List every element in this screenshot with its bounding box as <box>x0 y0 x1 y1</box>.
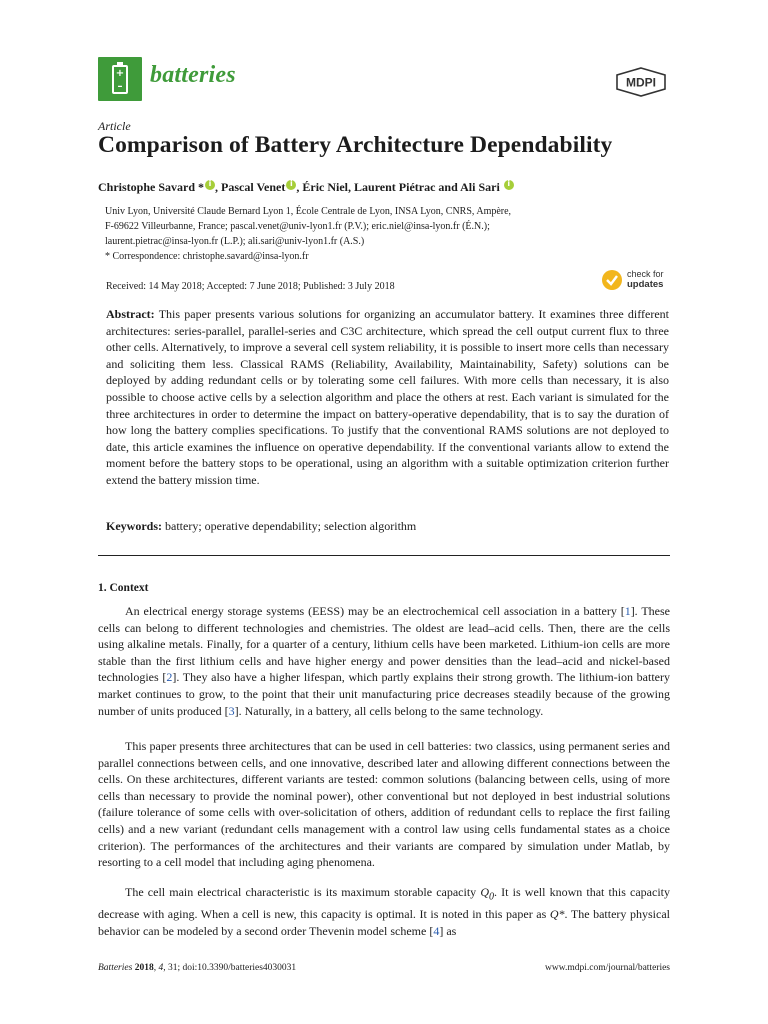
keywords-label: Keywords: <box>106 519 162 533</box>
article-type: Article <box>98 119 131 133</box>
affiliations <box>105 204 511 264</box>
orcid-icon[interactable] <box>286 180 296 190</box>
author-list <box>98 180 514 195</box>
abstract <box>106 306 669 489</box>
author-others[interactable]: , Éric Niel, Laurent Piétrac and Ali Sari <box>296 180 500 194</box>
affiliation-line[interactable]: laurent.pietrac@insa-lyon.fr (L.P.); ali.sari@univ-lyon1.fr (A.S.) <box>105 236 365 247</box>
body-paragraph: The cell main electrical characteristic is its maximum storable capacity $Q_0$. It is well known that this capacity decrease with aging. When a cell is new, this capacity is optimal. It is noted in this paper as Q*. The battery physical behavior can be modeled by a second order Thevenin model scheme [4] as <box>98 885 670 938</box>
divider <box>98 555 670 556</box>
author-venet[interactable]: , Pascal Venet <box>215 180 286 194</box>
mdpi-logo-icon[interactable] <box>614 67 668 97</box>
keywords-text: battery; operative dependability; selection algorithm <box>165 519 417 533</box>
affiliation-line: Univ Lyon, Université Claude Bernard Lyon 1, École Centrale de Lyon, INSA Lyon, CNRS, Ampère, <box>105 206 512 217</box>
footer-journal-url[interactable]: www.mdpi.com/journal/batteries <box>545 963 670 973</box>
article-title: Comparison of Battery Architecture Dependability <box>98 132 613 158</box>
check-for-updates-label: check for updates <box>627 269 664 290</box>
battery-logo-icon[interactable]: + – <box>98 57 142 101</box>
citation-link[interactable]: 1 <box>624 604 631 618</box>
checkmark-icon <box>602 270 622 290</box>
abstract-text: This paper presents various solutions for organizing an accumulator battery. It examines three different architectures: series-parallel, parallel-series and C3C architecture, which spread the cell output current flux to three other cells. Alternatively, to improve a several cell system reliability, it is possible to insert more cells than necessary and soliciting them less. Classical RAMS (Reliability, Availability, Maintainability, Safety) solutions can be deployed by adding redundant cells or by tolerating some cell failures. With more cells than necessary, it is also possible to choose active cells by a selection algorithm and place the others at rest. Each variant is simulated for the three architectures in order to determine the impact on battery-operative dependability, that is to say the duration of how long the battery complies specifications. To justify that the conventional RAMS solutions are not deployed to date, this article examines the influence on operative dependability. If the conventional variants allow to extend the moment before the battery stops to be operational, using an algorithm with a suitable optimization criterion further extend the battery mission time. <box>106 307 669 487</box>
keywords <box>106 518 669 535</box>
publication-dates: Received: 14 May 2018; Accepted: 7 June 2018; Published: 3 July 2018 <box>106 281 395 292</box>
orcid-icon[interactable] <box>205 180 215 190</box>
author-savard[interactable]: Christophe Savard * <box>98 180 205 194</box>
correspondence-line[interactable]: * Correspondence: christophe.savard@insa-lyon.fr <box>105 251 309 262</box>
citation-link[interactable]: 2 <box>166 670 173 685</box>
body-paragraph: This paper presents three architectures that can be used in cell batteries: two classics, using permanent series and parallel connections between cells, and one innovative, described later and allowing different connections between the cells. On these architectures, different variants are tested: common solutions (balancing between cells, using of more cells than necessary to provide the nominal power), other conventional but not deployed in best industrial solutions (failure tolerance of some cells with over-solicitation of others, addition of redundant cells to replace the first failing cells) and a new variant (redundant cells management with a control law using cells fundamental states as a choice criterion). The performances of the architectures and their variants are compared by simulation under Matlab, by resorting to a cell model that including aging phenomena. <box>98 739 670 870</box>
journal-name[interactable]: batteries <box>150 62 236 88</box>
abstract-label: Abstract: <box>106 307 155 321</box>
footer-citation: Batteries 2018, 4, 31; doi:10.3390/batteries4030031 <box>98 963 297 973</box>
section-heading: 1. Context <box>98 582 149 594</box>
svg-text:MDPI: MDPI <box>626 75 656 90</box>
body-paragraph: An electrical energy storage systems (EESS) may be an electrochemical cell association in a battery [1]. These cells can belong to different technologies and chemistries. The oldest are lead–acid cells. Then, there are the cells using alkaline metals. Finally, for a quarter of a century, lithium cells have been marketed. Lithium-ion cells are more stable than the first lithium cells and have higher energy and power densities than the lead–acid and nickel-based technologies [2]. They also have a higher lifespan, which partly explains their strong growth. The lithium-ion battery market continues to grow, to the point that their unit manufacturing price decreases steadily because of the growing number of units produced [3]. Naturally, in a battery, all cells belong to the same technology. <box>98 604 670 718</box>
orcid-icon[interactable] <box>504 180 514 190</box>
citation-link[interactable]: 3 <box>228 703 235 718</box>
check-for-updates-button[interactable] <box>600 268 670 296</box>
affiliation-line[interactable]: F-69622 Villeurbanne, France; pascal.venet@univ-lyon1.fr (P.V.); eric.niel@insa-lyon.fr (É.N.); <box>105 221 490 232</box>
citation-link[interactable]: 4 <box>433 923 440 938</box>
